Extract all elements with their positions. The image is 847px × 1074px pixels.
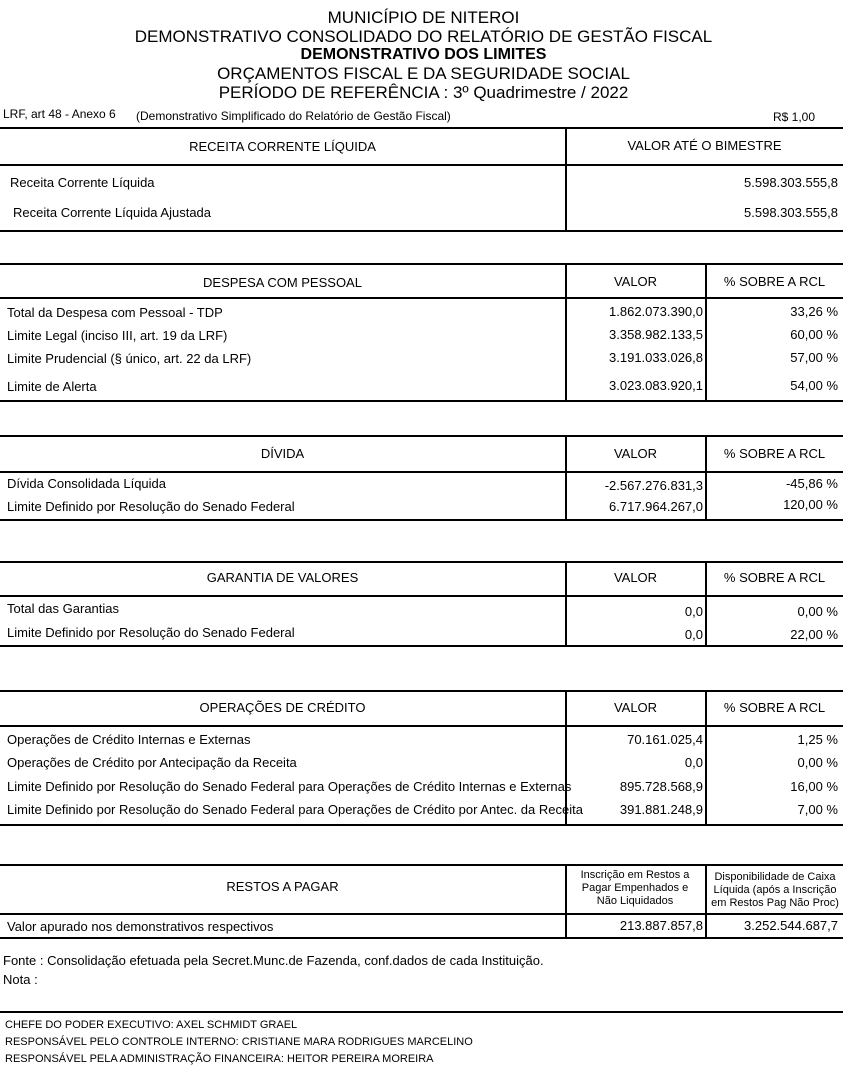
pessoal-row-label: Total da Despesa com Pessoal - TDP [7,305,223,320]
garantia-value-header: VALOR [613,570,658,585]
garantia-top-border [0,561,843,563]
pessoal-value-header: VALOR [613,274,658,289]
rcl-header-border [0,164,843,166]
restos-header-border [0,913,843,915]
pessoal-row-pct: 54,00 % [790,378,838,393]
credito-row-pct: 0,00 % [797,755,838,770]
rcl-row-value: 5.598.303.555,8 [744,205,838,220]
rcl-top-border [0,127,843,129]
chief-executive: CHEFE DO PODER EXECUTIVO: AXEL SCHMIDT GRAEL [5,1019,298,1031]
pessoal-row-value: 3.191.033.026,8 [609,350,703,365]
garantia-row-label: Total das Garantias [7,601,120,616]
credito-bottom-border [0,824,843,826]
credito-row-label: Operações de Crédito por Antecipação da Receita [7,755,297,770]
pessoal-row-label: Limite Prudencial (§ único, art. 22 da LRF) [7,351,252,366]
garantia-row-pct: 0,00 % [797,604,838,619]
divida-row-pct: 120,00 % [783,497,838,512]
restos-header: RESTOS A PAGAR [226,879,339,894]
internal-control-officer: RESPONSÁVEL PELO CONTROLE INTERNO: CRISTIANE MARA RODRIGUES MARCELINO [5,1036,473,1048]
garantia-row-value: 0,0 [684,604,703,619]
credito-row-value: 70.161.025,4 [627,732,703,747]
divida-row-label: Dívida Consolidada Líquida [7,476,166,491]
divida-row-value: -2.567.276.831,3 [604,478,703,493]
pessoal-row-value: 3.358.982.133,5 [609,327,703,342]
rcl-row-value: 5.598.303.555,8 [744,175,838,190]
garantia-bottom-border [0,645,843,647]
credito-row-pct: 1,25 % [797,732,838,747]
pessoal-row-value: 1.862.073.390,0 [609,304,703,319]
document-subtitle: (Demonstrativo Simplificado do Relatório de Gestão Fiscal) [136,109,451,123]
budget-title: ORÇAMENTOS FISCAL E DA SEGURIDADE SOCIAL [217,64,630,83]
credito-pct-header: % SOBRE A RCL [723,700,826,715]
divida-row-pct: -45,86 % [785,476,838,491]
pessoal-row-pct: 33,26 % [790,304,838,319]
pessoal-row-label: Limite Legal (inciso III, art. 19 da LRF) [7,328,228,343]
rcl-value-header: VALOR ATÉ O BIMESTRE [627,138,782,153]
credito-value-header: VALOR [613,700,658,715]
restos-top-border [0,864,843,866]
currency-unit: R$ 1,00 [773,110,816,124]
restos-row-label: Valor apurado nos demonstrativos respectivos [7,919,274,934]
restos-row-value1: 213.887.857,8 [619,918,703,933]
garantia-header-border [0,595,843,597]
divida-header-border [0,471,843,473]
pessoal-row-pct: 60,00 % [790,327,838,342]
credito-row-pct: 7,00 % [797,802,838,817]
financial-officer: RESPONSÁVEL PELA ADMINISTRAÇÃO FINANCEIRA: HEITOR PEREIRA MOREIRA [5,1053,434,1065]
pessoal-row-pct: 57,00 % [790,350,838,365]
note-label: Nota : [3,972,38,987]
garantia-row-pct: 22,00 % [790,627,838,642]
rcl-header: RECEITA CORRENTE LÍQUIDA [189,139,376,154]
footer-border [0,1011,843,1013]
rcl-bottom-border [0,230,843,232]
credito-row-label: Limite Definido por Resolução do Senado Federal para Operações de Crédito por Antec. da Receita [7,802,583,817]
report-title: DEMONSTRATIVO CONSOLIDADO DO RELATÓRIO DE GESTÃO FISCAL [134,27,713,46]
pessoal-row-label: Limite de Alerta [7,379,97,394]
period-title: PERÍODO DE REFERÊNCIA : 3º Quadrimestre / 2022 [218,83,629,102]
lrf-reference: LRF, art 48 - Anexo 6 [3,107,116,121]
credito-row-pct: 16,00 % [790,779,838,794]
credito-row-value: 0,0 [684,755,703,770]
municipality-title: MUNICÍPIO DE NITEROI [327,8,520,27]
restos-bottom-border [0,937,843,939]
pessoal-row-value: 3.023.083.920,1 [609,378,703,393]
source-note: Fonte : Consolidação efetuada pela Secret.Munc.de Fazenda, conf.dados de cada Instituição. [3,953,544,968]
divida-value-header: VALOR [613,446,658,461]
pessoal-bottom-border [0,400,843,402]
rcl-row-label: Receita Corrente Líquida Ajustada [13,205,212,220]
report-subtitle: DEMONSTRATIVO DOS LIMITES [300,46,547,63]
pessoal-header-border [0,297,843,299]
credito-header: OPERAÇÕES DE CRÉDITO [199,700,366,715]
pessoal-pct-header: % SOBRE A RCL [723,274,826,289]
divida-pct-header: % SOBRE A RCL [723,446,826,461]
credito-row-label: Limite Definido por Resolução do Senado Federal para Operações de Crédito Internas e Externas [7,779,572,794]
restos-col2-header: Disponibilidade de Caixa Líquida (após a Inscrição em Restos Pag Não Proc) [711,871,839,909]
divida-header: DÍVIDA [260,446,305,461]
restos-row-value2: 3.252.544.687,7 [744,918,838,933]
divida-top-border [0,435,843,437]
pessoal-top-border [0,263,843,265]
restos-col1-header: Inscrição em Restos a Pagar Empenhados e Não Liquidados [580,869,690,907]
credito-row-value: 391.881.248,9 [619,802,703,817]
garantia-header: GARANTIA DE VALORES [206,570,359,585]
rcl-row-label: Receita Corrente Líquida [10,175,155,190]
credito-top-border [0,690,843,692]
credito-row-value: 895.728.568,9 [619,779,703,794]
divida-row-label: Limite Definido por Resolução do Senado Federal [7,499,295,514]
garantia-pct-header: % SOBRE A RCL [723,570,826,585]
garantia-row-label: Limite Definido por Resolução do Senado Federal [7,625,295,640]
pessoal-header: DESPESA COM PESSOAL [203,275,362,290]
divida-bottom-border [0,519,843,521]
garantia-row-value: 0,0 [684,627,703,642]
credito-row-label: Operações de Crédito Internas e Externas [7,732,251,747]
credito-header-border [0,725,843,727]
divida-row-value: 6.717.964.267,0 [609,499,703,514]
